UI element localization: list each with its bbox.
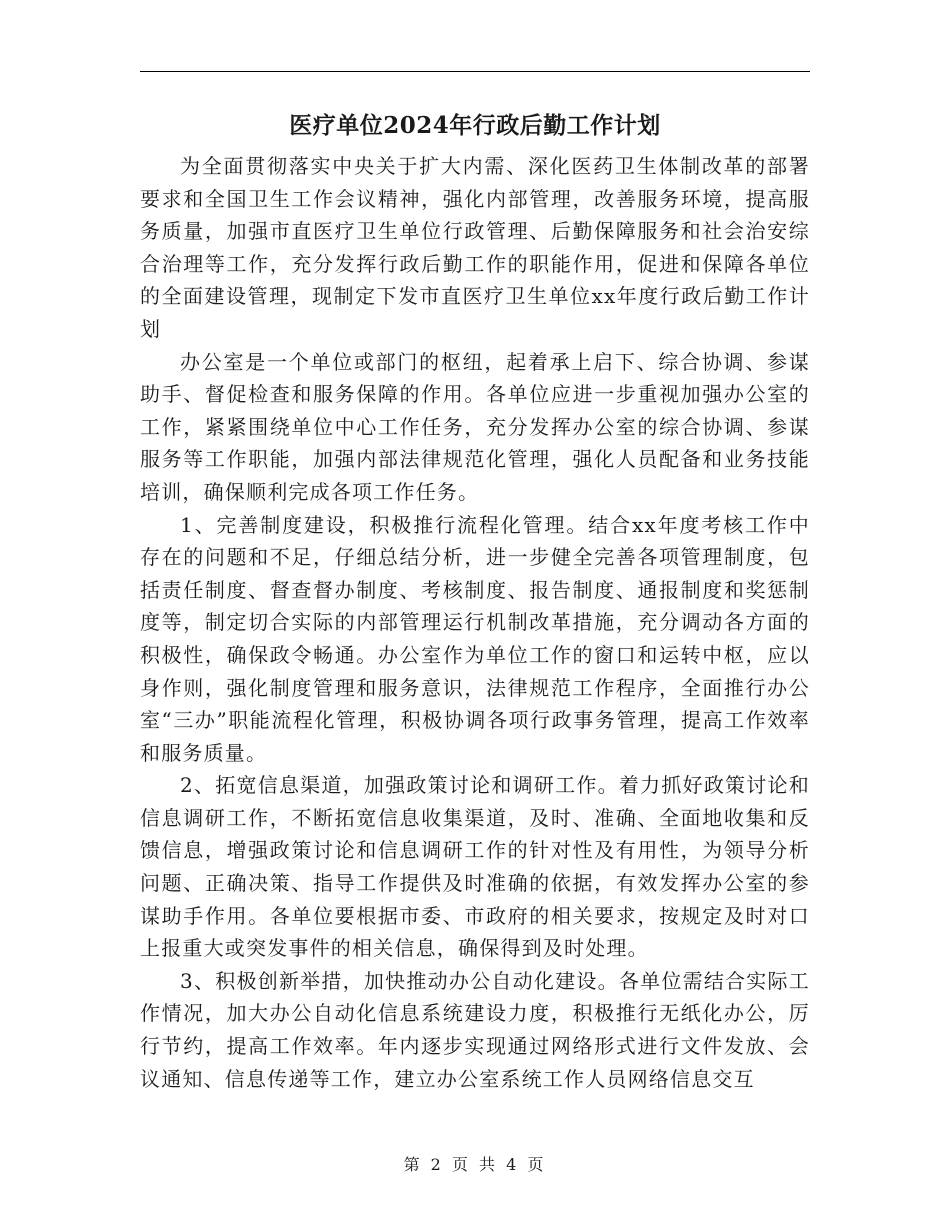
paragraph-item-3: 3、积极创新举措，加快推动办公自动化建设。各单位需结合实际工作情况，加大办公自动化信息系统建设力度，积极推行无纸化办公，厉行节约，提高工作效率。年内逐步实现通过网络形式进行文件发放、会议通知、信息传递等工作，建立办公室系统工作人员网络信息交互 — [140, 968, 810, 1091]
paragraph-item-1: 1、完善制度建设，积极推行流程化管理。结合xx年度考核工作中存在的问题和不足，仔细总结分析，进一步健全完善各项管理制度，包括责任制度、督查督办制度、考核制度、报告制度、通报制度和奖惩制度等，制定切合实际的内部管理运行机制改革措施，充分调动各方面的积极性，确保政令畅通。办公室作为单位工作的窗口和运转中枢，应以身作则，强化制度管理和服务意识，法律规范工作程序，全面推行办公室“三办”职能流程化管理，积极协调各项行政事务管理，提高工作效率和服务质量。 — [140, 512, 810, 765]
header-rule — [140, 71, 810, 72]
document-title: 医疗单位2024年行政后勤工作计划 — [289, 112, 661, 139]
page-number: 第 2 页 共 4 页 — [403, 1155, 547, 1174]
paragraph-item-2: 2、拓宽信息渠道，加强政策讨论和调研工作。着力抓好政策讨论和信息调研工作，不断拓宽信息收集渠道，及时、准确、全面地收集和反馈信息，增强政策讨论和信息调研工作的针对性及有用性，为领导分析问题、正确决策、指导工作提供及时准确的依据，有效发挥办公室的参谋助手作用。各单位要根据市委、市政府的相关要求，按规定及时对口上报重大或突发事件的相关信息，确保得到及时处理。 — [140, 773, 810, 961]
paragraph-office-role: 办公室是一个单位或部门的枢纽，起着承上启下、综合协调、参谋助手、督促检查和服务保障的作用。各单位应进一步重视加强办公室的工作，紧紧围绕单位中心工作任务，充分发挥办公室的综合协调、参谋服务等工作职能，加强内部法律规范化管理，强化人员配备和业务技能培训，确保顺利完成各项工作任务。 — [140, 349, 810, 504]
document-body — [140, 150, 810, 1095]
paragraph-intro: 为全面贯彻落实中央关于扩大内需、深化医药卫生体制改革的部署要求和全国卫生工作会议精神，强化内部管理，改善服务环境，提高服务质量，加强市直医疗卫生单位行政管理、后勤保障服务和社会治安综合治理等工作，充分发挥行政后勤工作的职能作用，促进和保障各单位的全面建设管理，现制定下发市直医疗卫生单位xx年度行政后勤工作计划 — [140, 154, 810, 341]
